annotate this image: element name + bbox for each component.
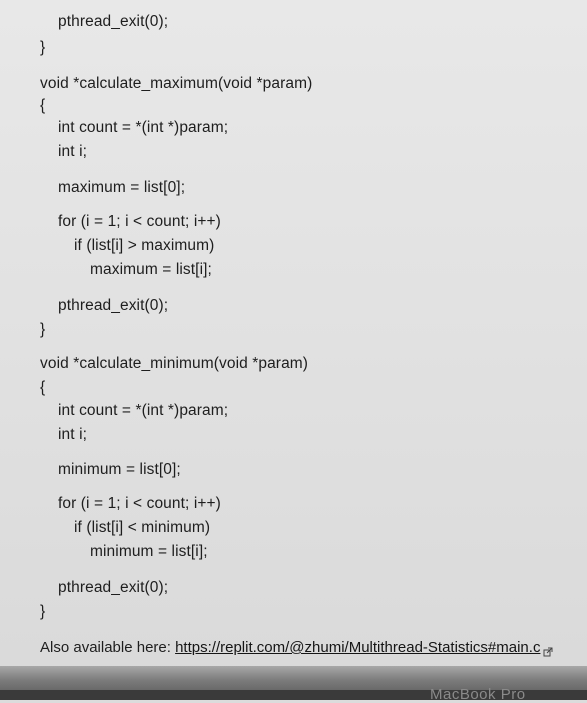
replit-link[interactable]: https://replit.com/@zhumi/Multithread-Statistics#main.c bbox=[175, 639, 541, 656]
code-line: pthread_exit(0); bbox=[58, 13, 169, 30]
code-line: void *calculate_maximum(void *param) bbox=[40, 75, 313, 92]
device-label: MacBook Pro bbox=[430, 686, 526, 703]
code-line: { bbox=[40, 379, 46, 396]
code-line: minimum = list[i]; bbox=[90, 543, 208, 560]
code-line: void *calculate_minimum(void *param) bbox=[40, 355, 309, 372]
code-line: { bbox=[40, 97, 46, 114]
code-line: pthread_exit(0); bbox=[58, 579, 169, 596]
code-line: int count = *(int *)param; bbox=[58, 402, 229, 419]
footer-text bbox=[40, 638, 553, 658]
code-line: for (i = 1; i < count; i++) bbox=[58, 213, 221, 230]
code-line: } bbox=[40, 39, 46, 56]
code-line: if (list[i] > maximum) bbox=[74, 237, 215, 254]
code-line: maximum = list[i]; bbox=[90, 261, 212, 278]
code-line: minimum = list[0]; bbox=[58, 461, 181, 478]
code-line: } bbox=[40, 603, 46, 620]
footer-prefix: Also available here: bbox=[40, 639, 176, 656]
code-line: pthread_exit(0); bbox=[58, 297, 169, 314]
code-line: for (i = 1; i < count; i++) bbox=[58, 495, 221, 512]
code-line: int count = *(int *)param; bbox=[58, 119, 229, 136]
code-line: int i; bbox=[58, 143, 88, 160]
code-line: maximum = list[0]; bbox=[58, 179, 186, 196]
external-link-icon[interactable] bbox=[543, 643, 553, 653]
code-line: int i; bbox=[58, 426, 88, 443]
code-line: } bbox=[40, 321, 46, 338]
code-line: if (list[i] < minimum) bbox=[74, 519, 211, 536]
